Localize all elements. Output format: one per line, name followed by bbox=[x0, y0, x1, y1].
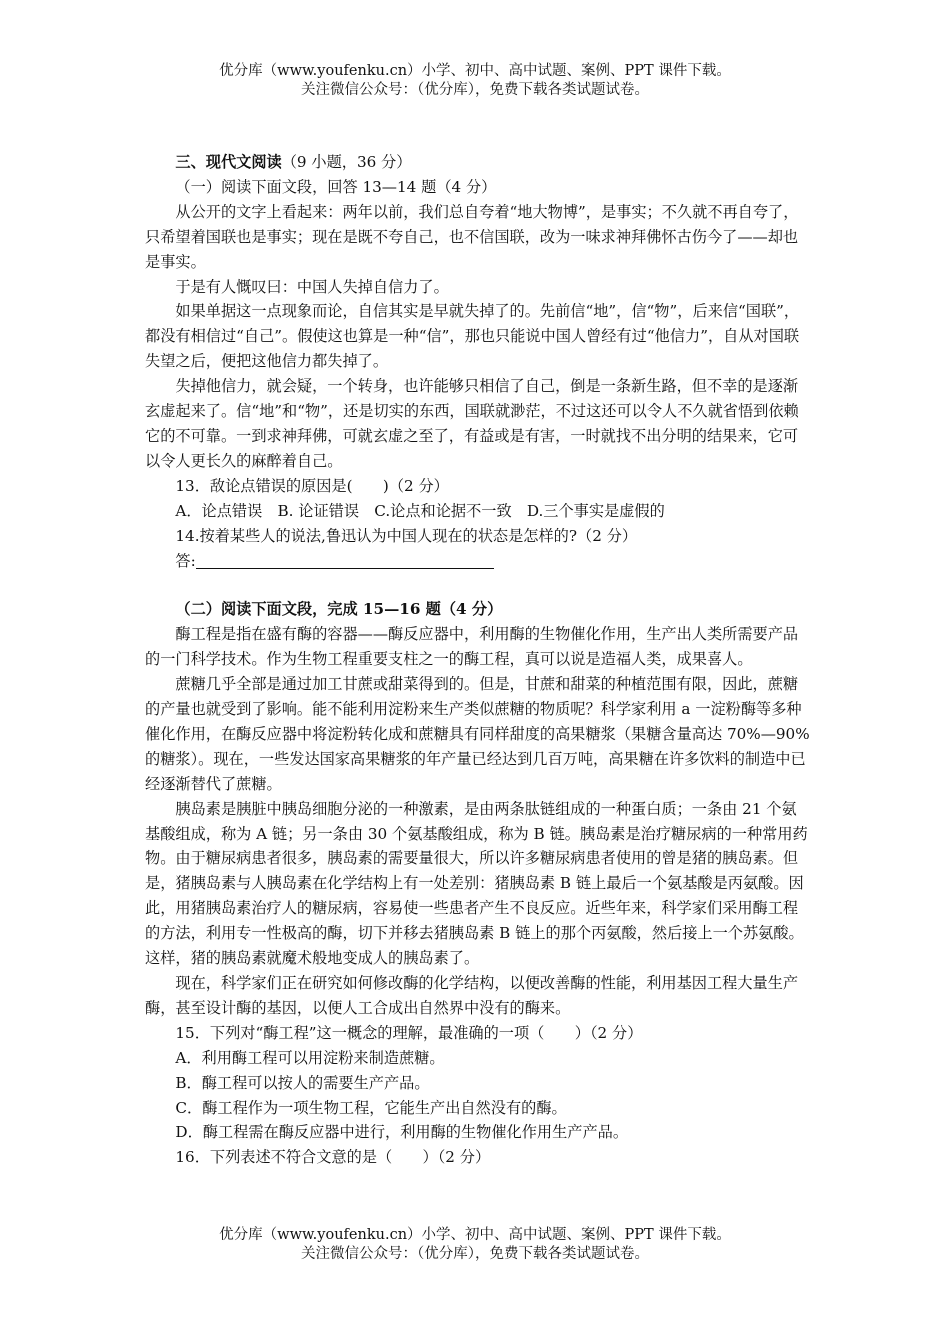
section-gap bbox=[145, 573, 810, 597]
question-16: 16．下列表述不符合文意的是（ ）（2 分） bbox=[175, 1148, 491, 1167]
question-15-option-b: B．酶工程可以按人的需要生产产品。 bbox=[175, 1073, 430, 1092]
part1-paragraph: 如果单据这一点现象而论，自信其实是早就失掉了的。先前信“地”，信“物”，后来信“国联”，都没有相信过“自己”。假使这也算是一种“信”，那也只能说中国人曾经有过“他信力”，自从对国联失望之后，便把这他信力都失掉了。 bbox=[145, 302, 800, 371]
page-header bbox=[0, 62, 950, 100]
footer-line-2: 关注微信公众号：（优分库），免费下载各类试题试卷。 bbox=[301, 1246, 649, 1262]
part2-paragraph: 酶工程是指在盛有酶的容器——酶反应器中，利用酶的生物催化作用，生产出人类所需要产品的一门科学技术。作为生物工程重要支柱之一的酶工程，真可以说是造福人类，成果喜人。 bbox=[145, 625, 799, 669]
question-15-option-c: C．酶工程作为一项生物工程，它能生产出自然没有的酶。 bbox=[175, 1098, 567, 1117]
header-line-2: 关注微信公众号：（优分库），免费下载各类试题试卷。 bbox=[301, 82, 649, 98]
page-footer bbox=[0, 1226, 950, 1264]
question-15: 15．下列对“酶工程”这一概念的理解，最准确的一项（ ）（2 分） bbox=[175, 1023, 643, 1042]
section-title bbox=[145, 150, 810, 175]
question-14: 14.按着某些人的说法,鲁迅认为中国人现在的状态是怎样的?（2 分） bbox=[175, 526, 638, 545]
part2-paragraph: 现在，科学家们正在研究如何修改酶的化学结构，以便改善酶的性能，利用基因工程大量生产酶，甚至设计酶的基因，以便人工合成出自然界中没有的酶来。 bbox=[145, 974, 799, 1017]
header-line-1: 优分库（www.youfenku.cn）小学、初中、高中试题、案例、PPT 课件下载。 bbox=[219, 63, 731, 79]
answer-blank-line bbox=[196, 550, 494, 569]
question-15-option-a: A．利用酶工程可以用淀粉来制造蔗糖。 bbox=[175, 1048, 445, 1067]
part1-paragraph: 于是有人慨叹曰：中国人失掉自信力了。 bbox=[175, 277, 449, 296]
question-14-answer bbox=[145, 549, 810, 574]
part1-paragraph: 失掉他信力，就会疑，一个转身，也许能够只相信了自己，倒是一条新生路，但不幸的是逐渐玄虚起来了。信“地”和“物”，还是切实的东西，国联就渺茫，不过这还可以令人不久就省悟到依赖它的不可靠。一到求神拜佛，可就玄虚之至了，有益或是有害，一时就找不出分明的结果来，它可以令人更长久的麻醉着自己。 bbox=[145, 377, 799, 470]
part1-heading: （一）阅读下面文段，回答 13—14 题（4 分） bbox=[175, 177, 497, 196]
part1-paragraph: 从公开的文字上看起来：两年以前，我们总自夸着“地大物博”，是事实；不久就不再自夸了，只希望着国联也是事实；现在是既不夸自己，也不信国联，改为一味求神拜佛怀古伤今了——却也是事实。 bbox=[145, 202, 799, 271]
section-title-main: 三、现代文阅读 bbox=[175, 153, 282, 171]
question-13-options: A．论点错误 B. 论证错误 C.论点和论据不一致 D.三个事实是虚假的 bbox=[175, 501, 665, 520]
section-title-score: （9 小题，36 分） bbox=[281, 153, 412, 171]
answer-label: 答: bbox=[175, 551, 196, 570]
part2-paragraph: 蔗糖几乎全部是通过加工甘蔗或甜菜得到的。但是，甘蔗和甜菜的种植范围有限，因此，蔗糖的产量也就受到了影响。能不能利用淀粉来生产类似蔗糖的物质呢？科学家利用 a 一淀粉酶等多种催化作用，在酶反应器中将淀粉转化成和蔗糖具有同样甜度的高果糖浆（果糖含量高达 70%—90%的糖浆）。现在，一些发达国家高果糖浆的年产量已经达到几百万吨，高果糖在许多饮料的制造中已经逐渐替代了蔗糖。 bbox=[145, 675, 810, 793]
question-13: 13．敌论点错误的原因是( )（2 分） bbox=[175, 476, 449, 495]
footer-line-1: 优分库（www.youfenku.cn）小学、初中、高中试题、案例、PPT 课件下载。 bbox=[219, 1227, 731, 1243]
question-15-option-d: D．酶工程需在酶反应器中进行，利用酶的生物催化作用生产产品。 bbox=[175, 1123, 629, 1142]
part2-heading: （二）阅读下面文段，完成 15—16 题（4 分） bbox=[175, 600, 503, 619]
part2-paragraph: 胰岛素是胰脏中胰岛细胞分泌的一种激素，是由两条肽链组成的一种蛋白质；一条由 21 个氨基酸组成，称为 A 链；另一条由 30 个氨基酸组成，称为 B 链。胰岛素是治疗糖尿病的一种常用药物。由于糖尿病患者很多，胰岛素的需要量很大，所以许多糖尿病患者使用的曾是猪的胰岛素。但是，猪胰岛素与人胰岛素在化学结构上有一处差别：猪胰岛素 B 链上最后一个氨基酸是丙氨酸。因此，用猪胰岛素治疗人的糖尿病，容易使一些患者产生不良反应。近些年来，科学家们采用酶工程的方法，利用专一性极高的酶，切下并移去猪胰岛素 B 链上的那个丙氨酸，然后接上一个苏氨酸。这样，猪的胰岛素就魔术般地变成人的胰岛素了。 bbox=[145, 799, 808, 968]
document-body bbox=[145, 150, 810, 1170]
